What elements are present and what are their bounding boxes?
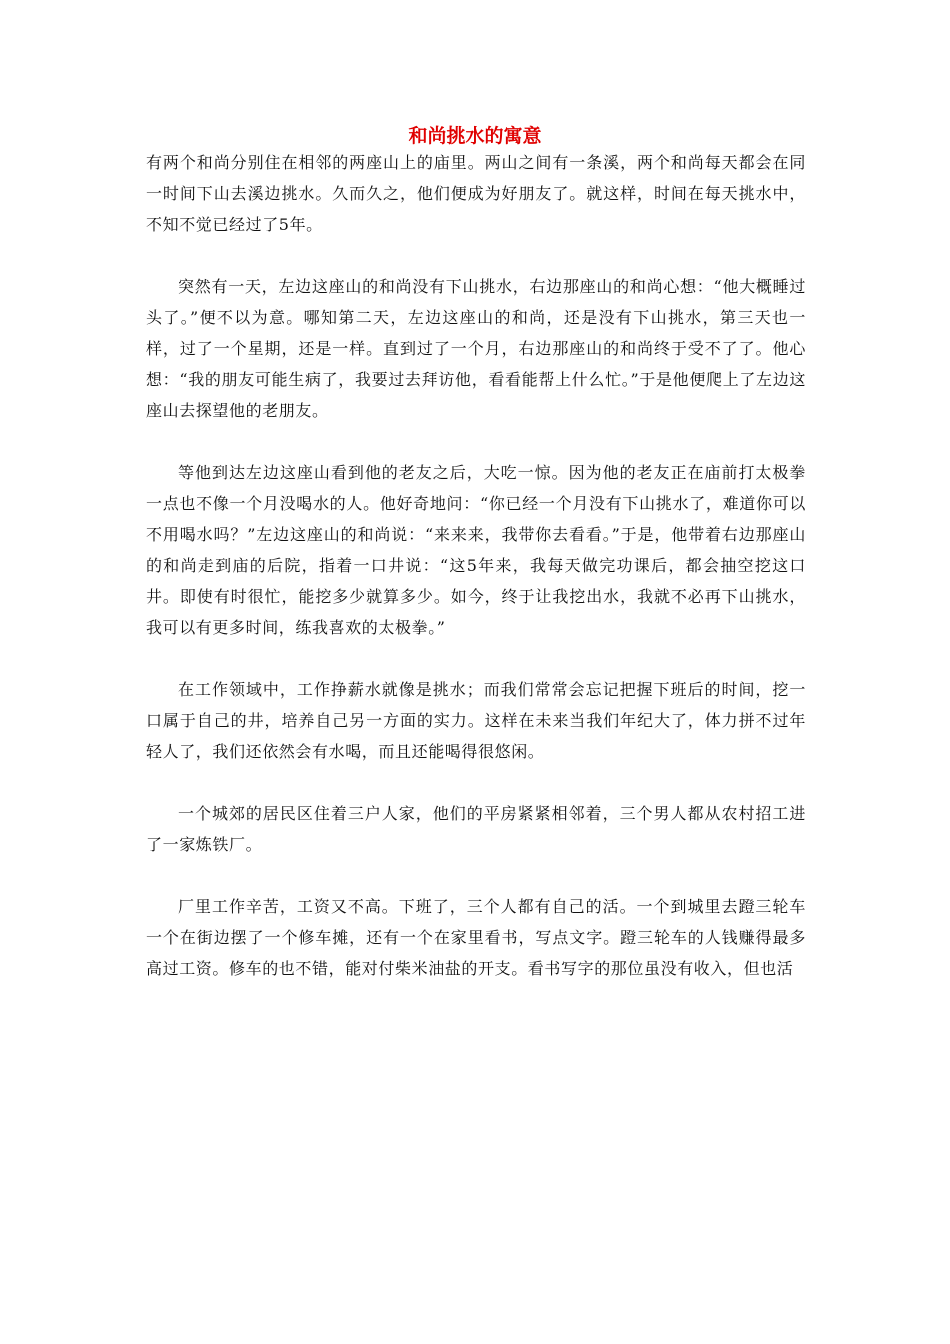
document-title: 和尚挑水的寓意 <box>408 125 542 147</box>
paragraph-6: 厂里工作辛苦，工资又不高。下班了，三个人都有自己的活。一个到城里去蹬三轮车一个在街边摆了一个修车摊，还有一个在家里看书，写点文字。蹬三轮车的人钱赚得最多高过工资。修车的也不错，能对付柴米油盐的开支。看书写字的那位虽没有收入，但也活 <box>146 897 806 978</box>
paragraph-2: 突然有一天，左边这座山的和尚没有下山挑水，右边那座山的和尚心想：“他大概睡过头了。”便不以为意。哪知第二天，左边这座山的和尚，还是没有下山挑水，第三天也一样，过了一个星期，还是一样。直到过了一个月，右边那座山的和尚终于受不了了。他心想：“我的朋友可能生病了，我要过去拜访他，看看能帮上什么忙。”于是他便爬上了左边这座山去探望他的老朋友。 <box>146 277 806 420</box>
paragraph-5: 一个城郊的居民区住着三户人家，他们的平房紧紧相邻着，三个男人都从农村招工进了一家炼铁厂。 <box>146 804 806 854</box>
paragraph-4: 在工作领域中，工作挣薪水就像是挑水；而我们常常会忘记把握下班后的时间，挖一口属于自己的井，培养自己另一方面的实力。这样在未来当我们年纪大了，体力拼不过年轻人了，我们还依然会有水喝，而且还能喝得很悠闲。 <box>146 680 806 761</box>
document-body <box>146 147 806 984</box>
paragraph-1: 有两个和尚分别住在相邻的两座山上的庙里。两山之间有一条溪，两个和尚每天都会在同一时间下山去溪边挑水。久而久之，他们便成为好朋友了。就这样，时间在每天挑水中，不知不觉已经过了5年。 <box>146 153 806 234</box>
paragraph-3: 等他到达左边这座山看到他的老友之后，大吃一惊。因为他的老友正在庙前打太极拳一点也不像一个月没喝水的人。他好奇地问：“你已经一个月没有下山挑水了，难道你可以不用喝水吗？”左边这座山的和尚说：“来来来，我带你去看看。”于是，他带着右边那座山的和尚走到庙的后院，指着一口井说：“这5年来，我每天做完功课后，都会抽空挖这口井。即使有时很忙，能挖多少就算多少。如今，终于让我挖出水，我就不必再下山挑水，我可以有更多时间，练我喜欢的太极拳。” <box>146 463 806 637</box>
